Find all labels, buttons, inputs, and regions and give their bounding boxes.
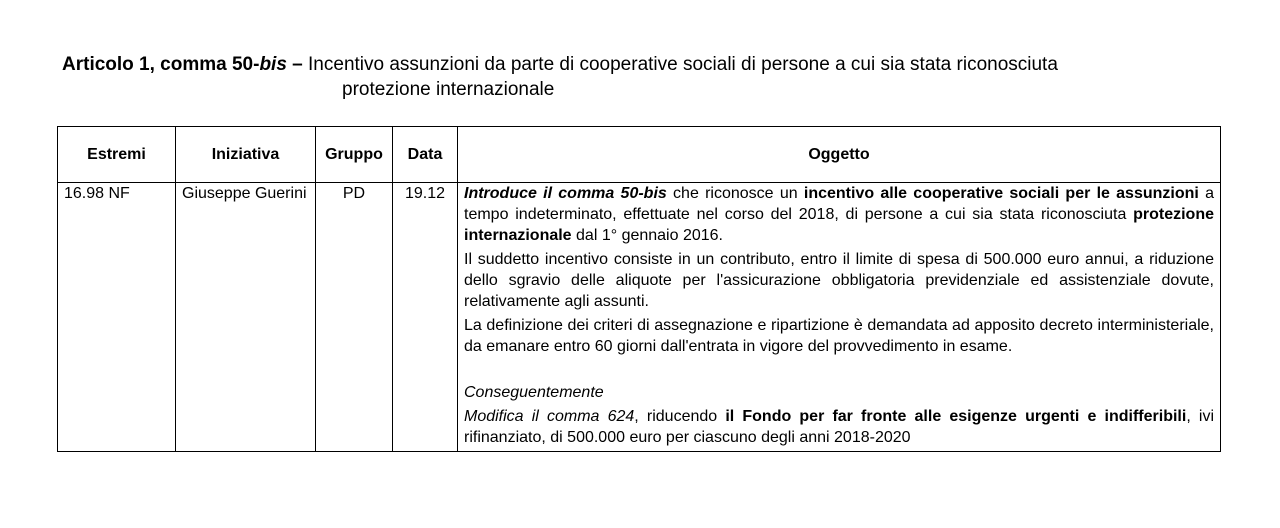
oggetto-paragraph-1: Introduce il comma 50-bis che riconosce un incentivo alle cooperative sociali per le assunzioni a tempo indeterminato, effettuate nel corso del 2018, di persone a cui sia stata riconosciuta protezione internazionale dal 1° gennaio 2016. bbox=[464, 185, 1214, 244]
header-oggetto: Oggetto bbox=[458, 127, 1221, 183]
cell-gruppo: PD bbox=[316, 183, 393, 452]
header-data: Data bbox=[393, 127, 458, 183]
heading-dash: – bbox=[286, 54, 309, 75]
cell-estremi: 16.98 NF bbox=[58, 183, 176, 452]
cell-oggetto bbox=[458, 183, 1221, 452]
heading-title-line2: protezione internazionale bbox=[342, 79, 555, 100]
oggetto-paragraph-2: Il suddetto incentivo consiste in un contributo, entro il limite di spesa di 500.000 euro annui, a riduzione dello sgravio delle aliquote per l'assicurazione obbligatoria previdenziale ed assistenziale dovute, relativamente agli assunti. bbox=[464, 251, 1214, 310]
header-iniziativa: Iniziativa bbox=[176, 127, 316, 183]
header-estremi: Estremi bbox=[58, 127, 176, 183]
cell-iniziativa: Giuseppe Guerini bbox=[176, 183, 316, 452]
table-row bbox=[58, 183, 1221, 452]
article-heading bbox=[62, 52, 1222, 100]
heading-title: Incentivo assunzioni da parte di cooperative sociali di persone a cui sia stata riconosciuta bbox=[308, 54, 1058, 75]
oggetto-paragraph-5: Modifica il comma 624, riducendo il Fondo per far fronte alle esigenze urgenti e indifferibili, ivi rifinanziato, di 500.000 euro per ciascuno degli anni 2018-2020 bbox=[464, 408, 1215, 446]
cell-data: 19.12 bbox=[393, 183, 458, 452]
oggetto-paragraph-4: Conseguentemente bbox=[464, 384, 604, 401]
amendment-table bbox=[57, 126, 1221, 452]
oggetto-paragraph-3: La definizione dei criteri di assegnazione e ripartizione è demandata ad apposito decreto interministeriale, da emanare entro 60 giorni dall'entrata in vigore del provvedimento in esame. bbox=[464, 317, 1214, 355]
heading-article-ref: Articolo 1, comma 50-bis bbox=[62, 54, 287, 75]
table-header-row bbox=[58, 127, 1221, 183]
header-gruppo: Gruppo bbox=[316, 127, 393, 183]
